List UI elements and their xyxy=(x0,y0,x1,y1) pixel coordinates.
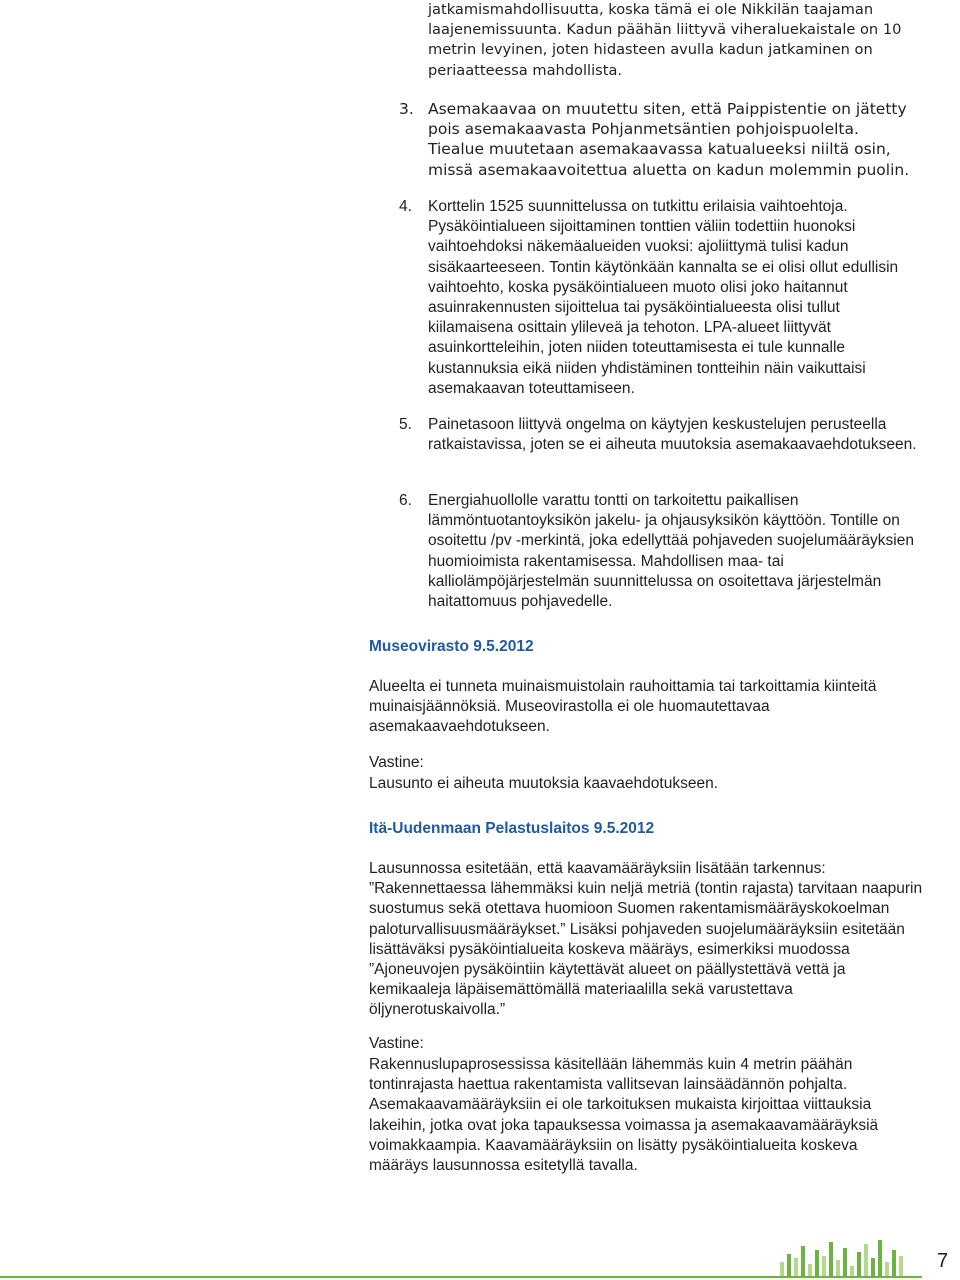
section-heading: Itä-Uudenmaan Pelastuslaitos 9.5.2012 xyxy=(369,820,655,837)
page-number: 7 xyxy=(937,1250,949,1272)
vastine-label: Vastine: xyxy=(369,1035,424,1052)
vastine-text: Lausunto ei aiheuta muutoksia kaavaehdotukseen. xyxy=(369,775,718,792)
list-item-text: Energiahuollolle varattu tontti on tarkoitettu paikallisen lämmöntuotantoyksikön jakelu- ja ohjausyksikön käyttöön. Tontille on osoitettu /pv -merkintä, joka edellyttää pohjaveden suojelumääräyksien huomioimista rakentamisessa. Mahdollisen maa- tai kalliolämpöjärjestelmän suunnittelussa on osoitettava järjestelmän haitattomuus pohjavedelle. xyxy=(428,492,914,611)
vastine-label: Vastine: xyxy=(369,754,424,771)
footer-decoration xyxy=(780,1238,910,1276)
section-paragraph: Lausunnossa esitetään, että kaavamääräyksiin lisätään tarkennus: ”Rakennettaessa lähemmäksi kuin neljä metriä (tontin rajasta) tarvitaan naapurin suostumus sekä otettava huomioon Suomen rakentamismääräyskokoelman paloturvallisuusmääräykset.” Lisäksi pohjaveden suojelumääräyksiin esitetään lisättäväksi pysäköintialueita koskeva määräys, esimerkiksi muodossa ”Ajoneuvojen pysäköintiin käytettävät alueet on päällystettävä vettä ja kemikaaleja läpäisemättömällä materiaalilla sekä varustettava öljynerotuskaivolla.” xyxy=(369,860,923,1019)
list-number: 4. xyxy=(399,198,412,215)
vastine-text: Rakennuslupaprosessissa käsitellään lähemmäs kuin 4 metrin päähän tontinrajasta haettua rakentamista vallitsevan lainsäädännön pohjalta. Asemakaavamääräyksiin ei ole tarkoituksen mukaista kirjoittaa viittauksia lakeihin, jotka ovat joka tapauksessa voimassa ja asemakaavamääräyksiä voimakkaampia. Kaavamääräyksiin on lisätty pysäköintialueita koskeva määräys lausunnossa esitetyllä tavalla. xyxy=(369,1056,879,1175)
list-item-text: Asemakaavaa on muutettu siten, että Paippistentie on jätetty pois asemakaavasta Pohjanmetsäntien pohjoispuolelta. Tiealue muutetaan asemakaavassa katualueeksi niiltä osin, missä asemakaavoitettua aluetta on kadun molemmin puolin. xyxy=(428,100,910,179)
footer-rule xyxy=(0,1276,922,1278)
list-item-text: Painetasoon liittyvä ongelma on käytyjen keskustelujen perusteella ratkaistavissa, joten se ei aiheuta muutoksia asemakaavaehdotukseen. xyxy=(428,416,917,454)
section-paragraph: Alueelta ei tunneta muinaismuistolain rauhoittamia tai tarkoittamia kiinteitä muinaisjäännöksiä. Museovirastolla ei ole huomautettavaa asemakaavaehdotukseen. xyxy=(369,678,877,736)
list-item-text: Korttelin 1525 suunnittelussa on tutkittu erilaisia vaihtoehtoja. Pysäköintialueen sijoittaminen tonttien väliin todettiin huonoksi vaihtoehdoksi näkemäalueiden vuoksi: ajoliittymä tulisi kadun sisäkaarteeseen. Tontin käytönkään kannalta se ei olisi ollut edullisin vaihtoehto, koska pysäköintialueen muoto olisi joko haitannut asuinrakennusten sijoittelua tai pysäköintialueesta olisi tullut kiilamaisena osittain ylilevеä ja tehoton. LPA-alueet liittyvät asuinkortteleihin, joten niiden toteuttamisesta ei tule kunnalle kustannuksia eikä niiden yhdistäminen tontteihin näin vaikuttaisi asemakaavan toteuttamiseen. xyxy=(428,198,899,397)
list-number: 6. xyxy=(399,492,412,509)
list-number: 5. xyxy=(399,416,412,433)
top-paragraph: jatkamismahdollisuutta, koska tämä ei ole Nikkilän taajaman laajenemissuunta. Kadun päähän liittyvä viheraluekaistale on 10 metrin levyinen, joten hidasteen avulla kadun jatkaminen on periaatteessa mahdollista. xyxy=(428,1,902,79)
section-heading: Museovirasto 9.5.2012 xyxy=(369,638,534,655)
list-number: 3. xyxy=(399,100,414,118)
